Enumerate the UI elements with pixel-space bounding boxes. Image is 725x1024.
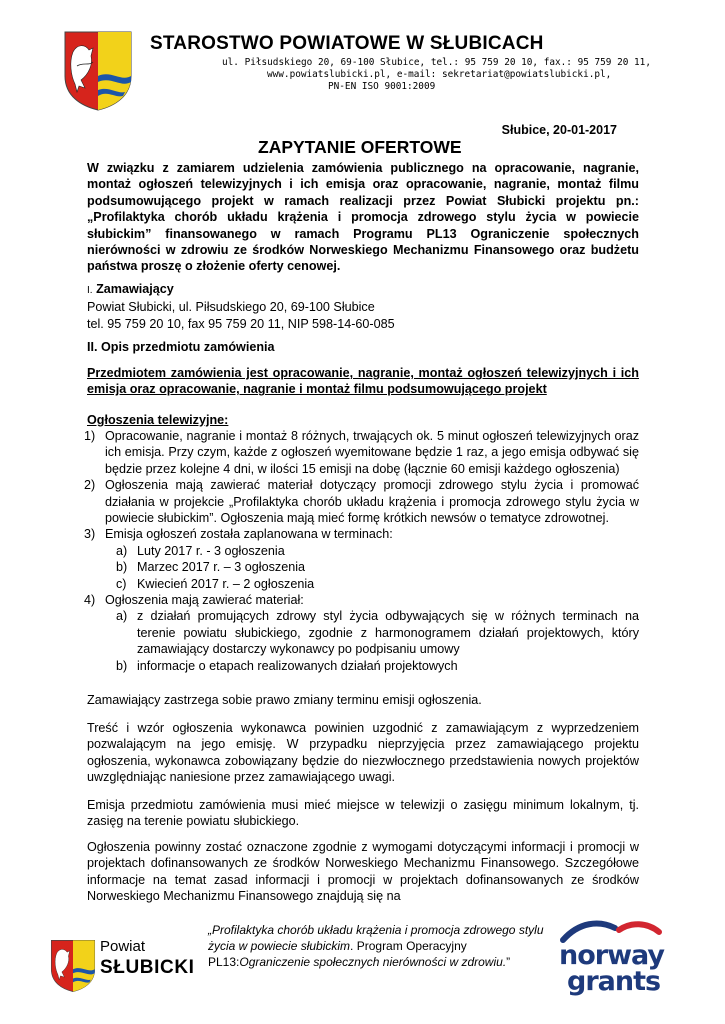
reserve-paragraph: Zamawiający zastrzega sobie prawo zmiany terminu emisji ogłoszenia. xyxy=(87,693,482,707)
list-item-text: Ogłoszenia mają zawierać materiał dotyczący promocji zdrowego stylu życia i promować działania w projekcie „Profilaktyka chorób układu krążenia i promocja zdrowego stylu życia w powiecie słubickim”. Ogłoszenia mają mieć formę krótkich newsów o tematyce zdrowotnej. xyxy=(105,478,639,526)
header-address: ul. Piłsudskiego 20, 69-100 Słubice, tel.: 95 759 20 10, fax.: 95 759 20 11, xyxy=(222,57,651,68)
list-item: 4) Ogłoszenia mają zawierać materiał: a) z działań promujących zdrowy styl życia odbywających się w różnych terminach na terenie powiatu słubickiego, zgodnie z harmonogramem działań projektowych, który zamawiający dostarczy wykonawcy po podpisaniu umowy b) informacje o etapach realizowanych działań projektowych xyxy=(84,593,639,673)
schedule-item: c) Kwiecień 2017 r. – 2 ogłoszenia xyxy=(116,576,315,591)
schedule-item: a) Luty 2017 r. - 3 ogłoszenia xyxy=(116,543,285,558)
footer-crest-logo xyxy=(50,938,96,994)
tv-ads-heading: Ogłoszenia telewizyjne: xyxy=(87,413,229,427)
authority-address: Powiat Słubicki, ul. Piłsudskiego 20, 69-100 Słubice xyxy=(87,300,375,315)
section1-title: Zamawiający xyxy=(96,282,174,296)
document-title: ZAPYTANIE OFERTOWE xyxy=(258,137,462,157)
list-item: 1) Opracowanie, nagranie i montaż 8 różnych, trwających ok. 5 minut ogłoszeń telewizyjnych oraz ich emisja. Przy czym, każde z ogłoszeń wyemitowane będzie 1 raz, a jego emisja odbywać się będzie przez kolejne 4 dni, w ilości 15 emisji na dobę (łącznie 60 emisji każdego ogłoszenia) xyxy=(84,429,639,476)
content-approval-paragraph: Treść i wzór ogłoszenia wykonawca powinien uzgodnić z zamawiającym z wyprzedzeniem pozwalającym na jego emisję. W przypadku nieprzyjęcia przez zamawiającego projektu ogłoszenia, wykonawca zobowiązany będzie do niezwłocznego przedstawienia nowych projektów uwzględniając naniesione przez zamawiającego uwagi. xyxy=(87,721,639,785)
marking-paragraph: Ogłoszenia powinny zostać oznaczone zgodnie z wymogami dotyczącymi informacji i promocji w projektach dofinansowanych ze środków Norweskiego Mechanizmu Finansowego. Szczegółowe informacje na temat zasad informacji i promocji w projektach dofinansowanych ze środków Norweskiego Mechanizmu Finansowego znajdują się na xyxy=(87,840,639,904)
section1-number: I. xyxy=(87,285,93,296)
material-item: a) z działań promujących zdrowy styl życia odbywających się w różnych terminach na terenie powiatu słubickiego, zgodnie z harmonogramem działań projektowych, który zamawiający dostarczy wykonawcy po podpisaniu umowy xyxy=(116,609,639,657)
norway-word: norway xyxy=(559,940,665,971)
section2-heading: II. Opis przedmiotu zamówienia xyxy=(87,340,275,354)
footer-logo-word-powiat: Powiat xyxy=(100,938,146,955)
document-date: Słubice, 20-01-2017 xyxy=(501,123,617,137)
footer-program-name: Ograniczenie społecznych nierówności w zdrowiu. xyxy=(239,955,507,969)
footer-project-quote: „Profilaktyka chorób układu krążenia i promocja zdrowego stylu życia w powiecie słubickim xyxy=(208,923,544,953)
list-item: 2) Ogłoszenia mają zawierać materiał dotyczący promocji zdrowego stylu życia i promować działania w projekcie „Profilaktyka chorób układu krążenia i promocja zdrowego stylu życia w powiecie słubickim”. Ogłoszenia mają mieć formę krótkich newsów o tematyce zdrowotnej. xyxy=(84,478,639,526)
norway-grants-logo xyxy=(557,920,669,1000)
powiat-crest-logo xyxy=(63,30,133,112)
authority-contact: tel. 95 759 20 10, fax 95 759 20 11, NIP 598-14-60-085 xyxy=(87,316,395,331)
list-item-text: Ogłoszenia mają zawierać materiał: xyxy=(105,593,304,608)
intro-paragraph: W związku z zamiarem udzielenia zamówienia publicznego na opracowanie, nagranie, montaż ogłoszeń telewizyjnych i ich emisja oraz opracowanie, nagranie, montaż filmu podsumowującego projekt w ramach realizacji przez Powiat Słubicki projektu pn.: „Profilaktyka chorób układu krążenia i promocja zdrowego stylu życia w powiecie słubickim” finansowanego w ramach Programu PL13 Ograniczenie społecznych nierówności w zdrowiu ze środków Norweskiego Mechanizmu Finansowego oraz budżetu państwa proszę o złożenie oferty cenowej. xyxy=(87,161,639,274)
emission-paragraph: Emisja przedmiotu zamówienia musi mieć miejsce w telewizji o zasięgu minimum lokalnym, tj. zasięg na terenie powiatu słubickiego. xyxy=(87,798,639,829)
header-iso: PN-EN ISO 9001:2009 xyxy=(328,81,436,92)
footer-program-text: . Program Operacyjny PL13: xyxy=(208,939,467,969)
list-item-text: Emisja ogłoszeń została zaplanowana w terminach: xyxy=(105,527,393,542)
section-contracting-authority xyxy=(87,281,639,332)
header-web-email: www.powiatslubicki.pl, e-mail: sekretariat@powiatslubicki.pl, xyxy=(267,69,612,80)
grants-word: grants xyxy=(567,966,661,997)
list-item-text: Opracowanie, nagranie i montaż 8 różnych, trwających ok. 5 minut ogłoszeń telewizyjnych oraz ich emisja. Przy czym, każde z ogłoszeń wyemitowane będzie 1 raz, a jego emisja odbywać się będzie przez kolejne 4 dni, w ilości 15 emisji na dobę (łącznie 60 emisji każdego ogłoszenia) xyxy=(105,429,639,476)
section1-heading xyxy=(87,281,639,299)
institution-title: STAROSTWO POWIATOWE W SŁUBICACH xyxy=(150,33,544,54)
material-item: b) informacje o etapach realizowanych działań projektowych xyxy=(116,658,458,673)
footer-project-text: „Profilaktyka chorób układu krążenia i promocja zdrowego stylu życia w powiecie słubickim. Program Operacyjny PL13:Ograniczenie społecznych nierówności w zdrowiu.” xyxy=(208,923,544,969)
schedule-item: b) Marzec 2017 r. – 3 ogłoszenia xyxy=(116,560,306,575)
tv-ads-list xyxy=(84,428,639,674)
list-item: 3) Emisja ogłoszeń została zaplanowana w terminach: a) Luty 2017 r. - 3 ogłoszenia b) Marzec 2017 r. – 3 ogłoszenia c) Kwiecień 2017 r. – 2 ogłoszenia xyxy=(87,526,639,592)
footer-logo-word-slubicki: SŁUBICKI xyxy=(100,957,195,978)
order-subject: Przedmiotem zamówienia jest opracowanie, nagranie, montaż ogłoszeń telewizyjnych i ich emisja oraz opracowanie, nagranie i montaż filmu podsumowującego projekt xyxy=(87,366,639,397)
